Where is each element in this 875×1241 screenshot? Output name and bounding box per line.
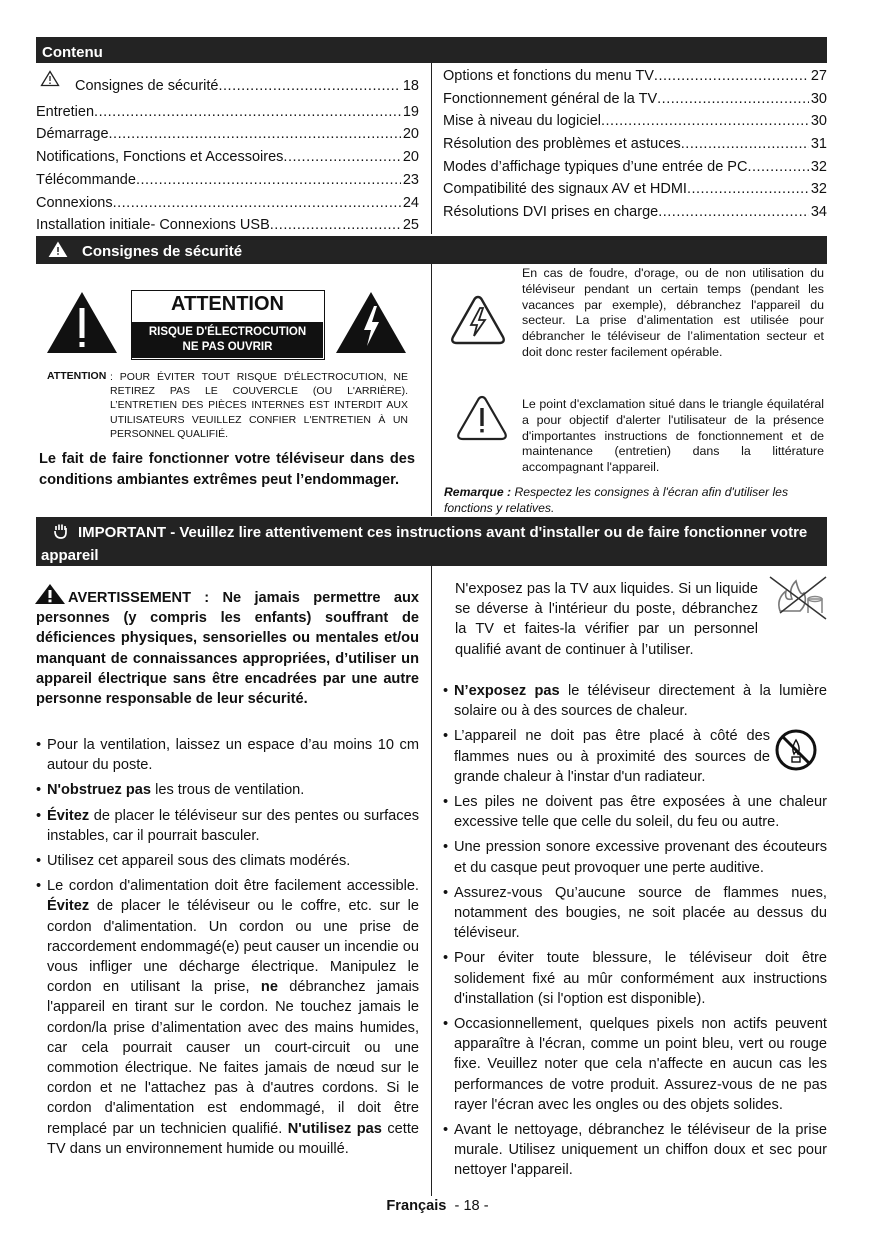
- lightning-icon: [449, 294, 507, 351]
- list-item: • N'obstruez pas les trous de ventilation.: [36, 780, 419, 800]
- list-item: • N’exposez pas le téléviseur directement à la lumière solaire ou à des sources de chaleur.: [443, 681, 827, 721]
- caution-label: ATTENTION: [47, 370, 107, 382]
- warning-icon: [48, 241, 68, 262]
- remark-label: Remarque :: [444, 485, 512, 499]
- exclamation-text: Le point d'exclamation situé dans le triangle équilatéral a pour objectif d'alerter l'utilisateur de la présence d'importantes instructions de fonctionnement et de maintenance (entretien) dans la littérature accompagnant l'appareil.: [522, 397, 824, 475]
- safety-header-label: Consignes de sécurité: [82, 243, 243, 260]
- important-header: [36, 517, 827, 566]
- list-item: • Une pression sonore excessive provenant des écouteurs et du casque peut provoquer une perte auditive.: [443, 837, 827, 877]
- toc-item[interactable]: Entretien ..... 19: [36, 103, 419, 121]
- no-liquid-icon: [766, 573, 828, 626]
- toc-header: [36, 37, 827, 63]
- toc-item[interactable]: Installation initiale- Connexions USB ..... 25: [36, 216, 419, 234]
- attention-box: [131, 290, 325, 360]
- list-item: • Le cordon d'alimentation doit être facilement accessible. Évitez de placer le téléviseur ou le coffre, etc. sur le cordon d'alimentation. Un cordon ou une prise de raccordement endommagé(e) peut causer un incendie ou vous infliger une décharge électrique. Manipulez le cordon en utilisant la prise, ne débranchez jamais l'appareil en tirant sur le cordon. Ne touchez jamais le cordon/la prise d’alimentation avec des mains humides, car cela pourrait causer un court-circuit ou une commotion électrique. Ne faites jamais de nœud sur le cordon et ne l'attachez pas à d'autres cordons. Si le cordon d'alimentation est endommagé, il doit être remplacé par un technicien qualifié. N'utilisez pas cette TV dans un environnement humide ou mouillé.: [36, 876, 419, 1159]
- remark: [444, 484, 828, 516]
- attention-sub-2: NE PAS OUVRIR: [182, 341, 273, 353]
- toc-divider: [431, 63, 432, 234]
- list-item: • Assurez-vous Qu’aucune source de flammes nues, notamment des bougies, ne soit placée au dessus du téléviseur.: [443, 883, 827, 944]
- left-bullets: [36, 735, 419, 1164]
- toc-item[interactable]: Connexions ..... 24: [36, 194, 419, 212]
- footer: [0, 1198, 875, 1214]
- list-item: • Pour la ventilation, laissez un espace d’au moins 10 cm autour du poste.: [36, 735, 419, 775]
- warning-triangle-icon: [40, 70, 60, 92]
- list-item: • Évitez de placer le téléviseur sur des pentes ou surfaces instables, car il pourrait basculer.: [36, 806, 419, 846]
- body-divider: [431, 566, 432, 1196]
- list-item: • L’appareil ne doit pas être placé à côté des flammes nues ou à proximité des sources de grande chaleur à l'instar d'un radiateur.: [443, 726, 770, 787]
- extreme-warning: Le fait de faire fonctionner votre téléviseur dans des conditions ambiantes extrêmes peut l’endommager.: [39, 451, 415, 488]
- list-item: • Pour éviter toute blessure, le téléviseur doit être solidement fixé au mûr conformément aux instructions d'installation (si l'option est disponible).: [443, 948, 827, 1009]
- list-item: • Les piles ne doivent pas être exposées à une chaleur excessive telle que celle du soleil, du feu ou autre.: [443, 792, 827, 832]
- caution-text: : POUR ÉVITER TOUT RISQUE D’ÉLECTROCUTION, NE RETIREZ PAS LE COUVERCLE (OU L'ARRIÈRE). L’ENTRETIEN DES PIÈCES INTERNES EST INTERDIT AUX UTILISATEURS VEUILLEZ CONFIER L'ENTRETIEN À UN PERSONNEL QUALIFIÉ.: [110, 371, 408, 440]
- list-item: • Utilisez cet appareil sous des climats modérés.: [36, 851, 419, 871]
- exclamation-icon: [456, 394, 508, 447]
- lightning-text: En cas de foudre, d'orage, ou de non utilisation du téléviseur pendant un certain temps (pendant les vacances par exemple), débranchez l'appareil du secteur. La prise d’alimentation est utilisée pour débrancher le téléviseur de l’alimentation secteur et doit donc rester facilement opérable.: [522, 266, 824, 359]
- list-item: • Avant le nettoyage, débranchez le téléviseur de la prise murale. Utilisez uniquement un chiffon doux et sec pour nettoyer l'appareil.: [443, 1120, 827, 1181]
- toc-item[interactable]: Démarrage ..... 20: [36, 125, 419, 143]
- toc-item[interactable]: Fonctionnement général de la TV ..... 30: [443, 90, 827, 108]
- right-bullets: [443, 681, 827, 1186]
- safety-header: [36, 236, 827, 264]
- footer-language: Français: [386, 1198, 447, 1214]
- important-header-label: IMPORTANT - Veuillez lire attentivement ces instructions avant d'installer ou de faire fonctionner votre appareil: [41, 524, 808, 564]
- toc-header-label: Contenu: [42, 44, 103, 61]
- toc-item[interactable]: Télécommande ..... 23: [36, 171, 419, 189]
- toc-item[interactable]: Compatibilité des signaux AV et HDMI ..... 32: [443, 180, 827, 198]
- attention-title: ATTENTION: [171, 293, 284, 315]
- toc-item[interactable]: Options et fonctions du menu TV ..... 27: [443, 67, 827, 85]
- list-item: • Occasionnellement, quelques pixels non actifs peuvent apparaître à l'écran, comme un point bleu, vert ou rouge fixe. Veuillez noter que cela n'affecte en aucun cas les performances de votre produit. Assurez-vous de ne pas rayer l'écran avec les ongles ou des objets solides.: [443, 1014, 827, 1115]
- attention-sub-1: RISQUE D'ÉLECTROCUTION: [148, 326, 307, 338]
- toc-item[interactable]: Mise à niveau du logiciel ..... 30: [443, 112, 827, 130]
- toc-item[interactable]: Résolutions DVI prises en charge ..... 34: [443, 203, 827, 221]
- hand-icon: [41, 523, 78, 546]
- remark-text: Respectez les consignes à l'écran afin d'utiliser les fonctions y relatives.: [444, 485, 789, 515]
- avertissement-text: AVERTISSEMENT : Ne jamais permettre aux personnes (y compris les enfants) souffrant de déficiences physiques, sensorielles ou mentales et/ou manquant de connaissances appropriées, d’utiliser un appareil électrique sans être encadrées par une autre personne responsable de leur sécurité.: [36, 590, 419, 708]
- page-number: - 18 -: [454, 1198, 489, 1214]
- toc-item[interactable]: Consignes de sécurité ..... 18: [75, 77, 419, 95]
- toc-item[interactable]: Résolution des problèmes et astuces ..... 31: [443, 135, 827, 153]
- toc-item[interactable]: Notifications, Fonctions et Accessoires ..... 20: [36, 148, 419, 166]
- toc-item[interactable]: Modes d’affichage typiques d’une entrée de PC ..... 32: [443, 158, 827, 176]
- lightning-triangle-icon: [334, 290, 408, 360]
- safety-divider: [431, 264, 432, 516]
- exclamation-triangle-icon: [45, 290, 119, 360]
- liquid-text: N'exposez pas la TV aux liquides. Si un liquide se déverse à l'intérieur du poste, débranchez la TV et faites-la vérifier par un personnel qualifié avant de continuer à l’utiliser.: [455, 581, 758, 658]
